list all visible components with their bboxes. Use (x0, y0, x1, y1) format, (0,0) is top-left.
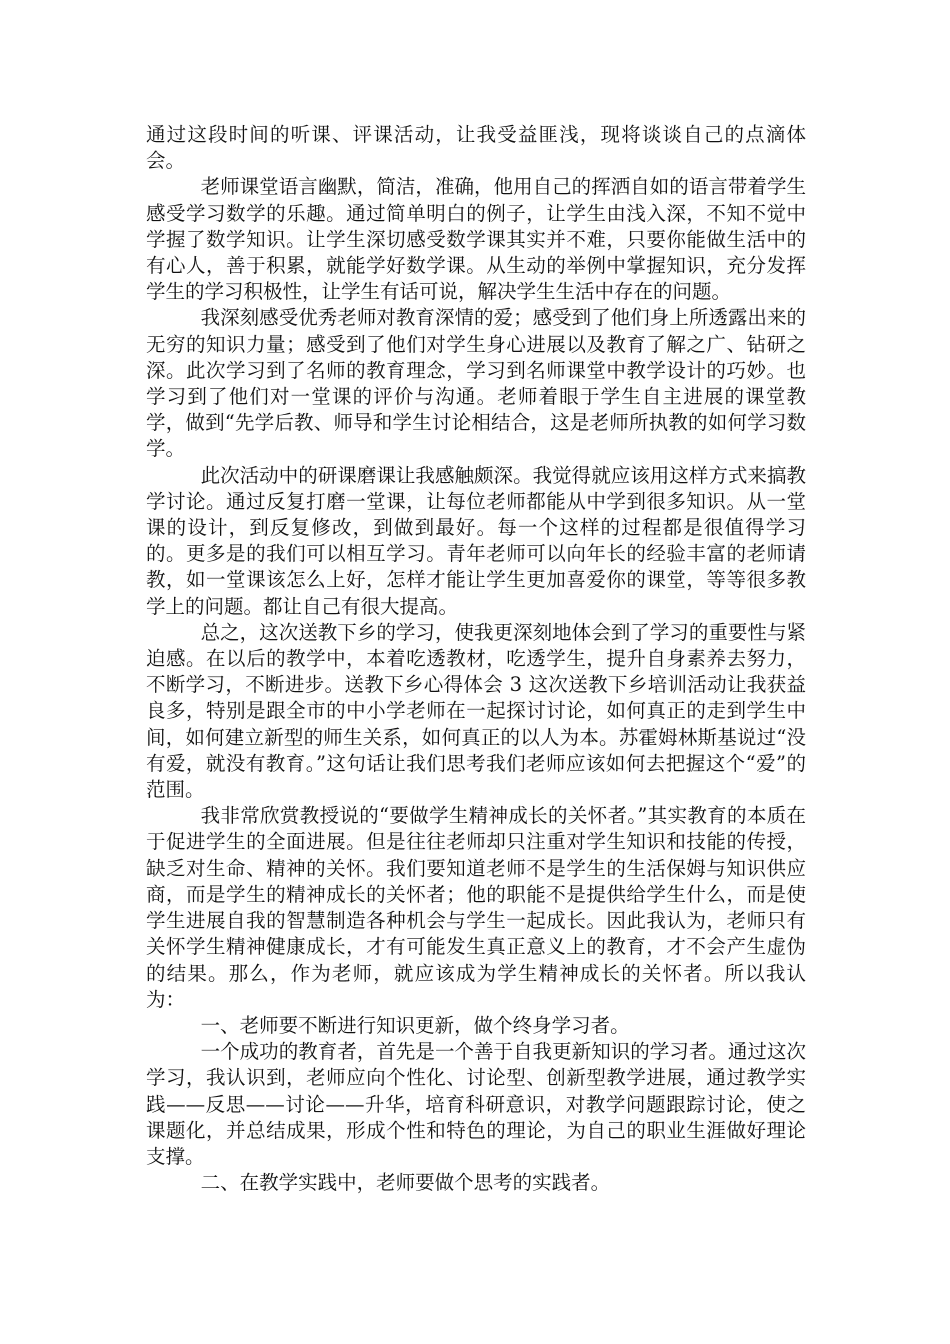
paragraph-teacher-love: 我深刻感受优秀老师对教育深情的爱；感受到了他们身上所透露出来的无穷的知识力量；感受到了他们对学生身心进展以及教育了解之广、钻研之深。此次学习到了名师的教育理念，学习到名师课堂中教学设计的巧妙。也学习到了他们对一堂课的评价与沟通。老师着眼于学生自主进展的课堂教学，做到“先学后教、师导和学生讨论相结合，这是老师所执教的如何学习数学。 (146, 306, 806, 461)
paragraph-teacher-language: 老师课堂语言幽默，简洁，准确，他用自己的挥洒自如的语言带着学生感受学习数学的乐趣。通过简单明白的例子，让学生由浅入深，不知不觉中学握了数学知识。让学生深切感受数学课其实并不难，只要你能做生活中的有心人，善于积累，就能学好数学课。从生动的举例中掌握知识，充分发挥学生的学习积极性，让学生有话可说，解决学生生活中存在的问题。 (146, 175, 806, 304)
paragraph-spiritual-growth: 我非常欣赏教授说的“要做学生精神成长的关怀者。”其实教育的本质在于促进学生的全面进展。但是往往老师却只注重对学生知识和技能的传授，缺乏对生命、精神的关怀。我们要知道老师不是学生的生活保姆与知识供应商，而是学生的精神成长的关怀者；他的职能不是提供给学生什么，而是使学生进展自我的智慧制造各种机会与学生一起成长。因此我认为，老师只有关怀学生精神健康成长，才有可能发生真正意义上的教育，才不会产生虚伪的结果。那么，作为老师，就应该成为学生精神成长的关怀者。所以我认为： (146, 804, 806, 1011)
paragraph-intro: 通过这段时间的听课、评课活动，让我受益匪浅，现将谈谈自己的点滴体会。 (146, 123, 806, 173)
paragraph-lifelong-learner: 一个成功的教育者，首先是一个善于自我更新知识的学习者。通过这次学习，我认识到，老师应向个性化、讨论型、创新型教学进展，通过教学实践——反思——讨论——升华，培育科研意识，对教学问题跟踪讨论，使之课题化，并总结成果，形成个性和特色的理论，为自己的职业生涯做好理论支撑。 (146, 1040, 806, 1168)
paragraph-summary: 总之，这次送教下乡的学习，使我更深刻地体会到了学习的重要性与紧迫感。在以后的教学中，本着吃透教材，吃透学生，提升自身素养去努力，不断学习，不断进步。送教下乡心得体会 3 这次送教下乡培训活动让我获益良多，特别是跟全市的中小学老师在一起探讨讨论，如何真正的走到学生中间，如何建立新型的师生关系，如何真正的以人为本。苏霍姆林斯基说过“没有爱，就没有教育。”这句话让我们思考我们老师应该如何去把握这个“爱”的范围。 (146, 620, 806, 802)
heading-point-one: 一、老师要不断进行知识更新，做个终身学习者。 (200, 1013, 630, 1037)
paragraph-lesson-polishing: 此次活动中的研课磨课让我感触颇深。我觉得就应该用这样方式来搞教学讨论。通过反复打磨一堂课，让每位老师都能从中学到很多知识。从一堂课的设计，到反复修改，到做到最好。每一个这样的过程都是很值得学习的。更多是的我们可以相互学习。青年老师可以向年长的经验丰富的老师请教，如一堂课该怎么上好，怎样才能让学生更加喜爱你的课堂，等等很多教学上的问题。都让自己有很大提高。 (146, 463, 806, 618)
document-body (146, 122, 806, 1196)
heading-point-two: 二、在教学实践中，老师要做个思考的实践者。 (200, 1171, 611, 1195)
